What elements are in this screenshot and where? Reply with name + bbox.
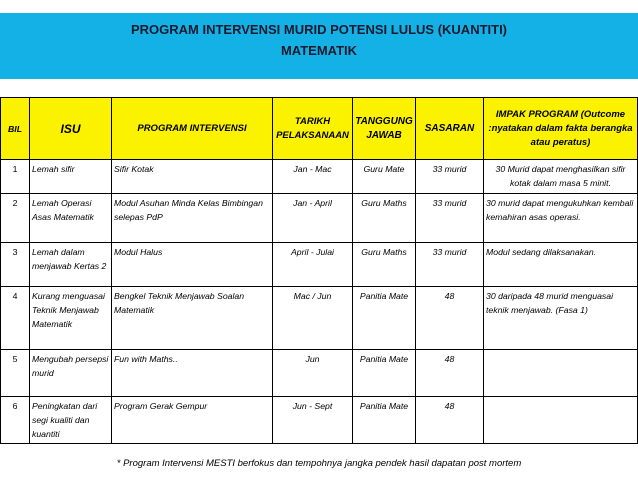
table-row [1, 194, 638, 243]
cell-isu: Lemah Operasi Asas Matematik [30, 194, 112, 243]
cell-tanggung-jawab: Guru Maths [353, 194, 416, 243]
cell-program: Fun with Maths.. [112, 350, 273, 397]
cell-tarikh: Jan - Mac [273, 160, 353, 194]
cell-impak: Modul sedang dilaksanakan. [484, 243, 638, 287]
cell-tanggung-jawab: Panitia Mate [353, 287, 416, 350]
cell-program: Sifir Kotak [112, 160, 273, 194]
cell-bil: 3 [1, 243, 30, 287]
cell-bil: 4 [1, 287, 30, 350]
cell-tanggung-jawab: Panitia Mate [353, 350, 416, 397]
header-program: PROGRAM INTERVENSI [112, 98, 273, 160]
cell-program: Bengkel Teknik Menjawab Soalan Matematik [112, 287, 273, 350]
header-tarikh: TARIKH PELAKSANAAN [273, 98, 353, 160]
header-bil: BIL [1, 98, 30, 160]
cell-tarikh: Mac / Jun [273, 287, 353, 350]
cell-sasaran: 48 [416, 397, 484, 444]
cell-tarikh: Jan - April [273, 194, 353, 243]
page-subtitle: MATEMATIK [280, 43, 358, 58]
table-row [1, 243, 638, 287]
table-header-row [1, 98, 638, 160]
cell-bil: 2 [1, 194, 30, 243]
cell-bil: 1 [1, 160, 30, 194]
header-impak: IMPAK PROGRAM (Outcome :nyatakan dalam fakta berangka atau peratus) [484, 98, 638, 160]
cell-isu: Peningkatan dari segi kualiti dan kuantiti [30, 397, 112, 444]
cell-isu: Lemah sifir [30, 160, 112, 194]
intervention-table [0, 97, 638, 444]
cell-impak: 30 murid dapat mengukuhkan kembali kemahiran asas operasi. [484, 194, 638, 243]
cell-tarikh: Jun - Sept [273, 397, 353, 444]
cell-sasaran: 33 murid [416, 243, 484, 287]
header-sasaran: SASARAN [416, 98, 484, 160]
cell-bil: 5 [1, 350, 30, 397]
table-row [1, 287, 638, 350]
cell-impak: 30 daripada 48 murid menguasai teknik menjawab. (Fasa 1) [484, 287, 638, 350]
cell-sasaran: 33 murid [416, 194, 484, 243]
cell-program: Modul Halus [112, 243, 273, 287]
cell-sasaran: 48 [416, 287, 484, 350]
cell-impak [484, 350, 638, 397]
cell-isu: Kurang menguasai Teknik Menjawab Matematik [30, 287, 112, 350]
page-title: PROGRAM INTERVENSI MURID POTENSI LULUS (KUANTITI) [130, 22, 508, 37]
cell-tarikh: April - Julai [273, 243, 353, 287]
table-row [1, 160, 638, 194]
cell-program: Modul Asuhan Minda Kelas Bimbingan selepas PdP [112, 194, 273, 243]
cell-impak: 30 Murid dapat menghasilkan sifir kotak dalam masa 5 minit. [484, 160, 638, 194]
cell-program: Program Gerak Gempur [112, 397, 273, 444]
cell-isu: Mengubah persepsi murid [30, 350, 112, 397]
cell-impak [484, 397, 638, 444]
cell-tanggung-jawab: Panitia Mate [353, 397, 416, 444]
cell-tarikh: Jun [273, 350, 353, 397]
header-isu: ISU [30, 98, 112, 160]
cell-bil: 6 [1, 397, 30, 444]
header-tanggung-jawab: TANGGUNG JAWAB [353, 98, 416, 160]
footnote: * Program Intervensi MESTI berfokus dan tempohnya jangka pendek hasil dapatan post mortem [116, 458, 522, 469]
table-row [1, 397, 638, 444]
cell-sasaran: 48 [416, 350, 484, 397]
table-row [1, 350, 638, 397]
cell-isu: Lemah dalam menjawab Kertas 2 [30, 243, 112, 287]
cell-tanggung-jawab: Guru Maths [353, 243, 416, 287]
cell-tanggung-jawab: Guru Mate [353, 160, 416, 194]
cell-sasaran: 33 murid [416, 160, 484, 194]
